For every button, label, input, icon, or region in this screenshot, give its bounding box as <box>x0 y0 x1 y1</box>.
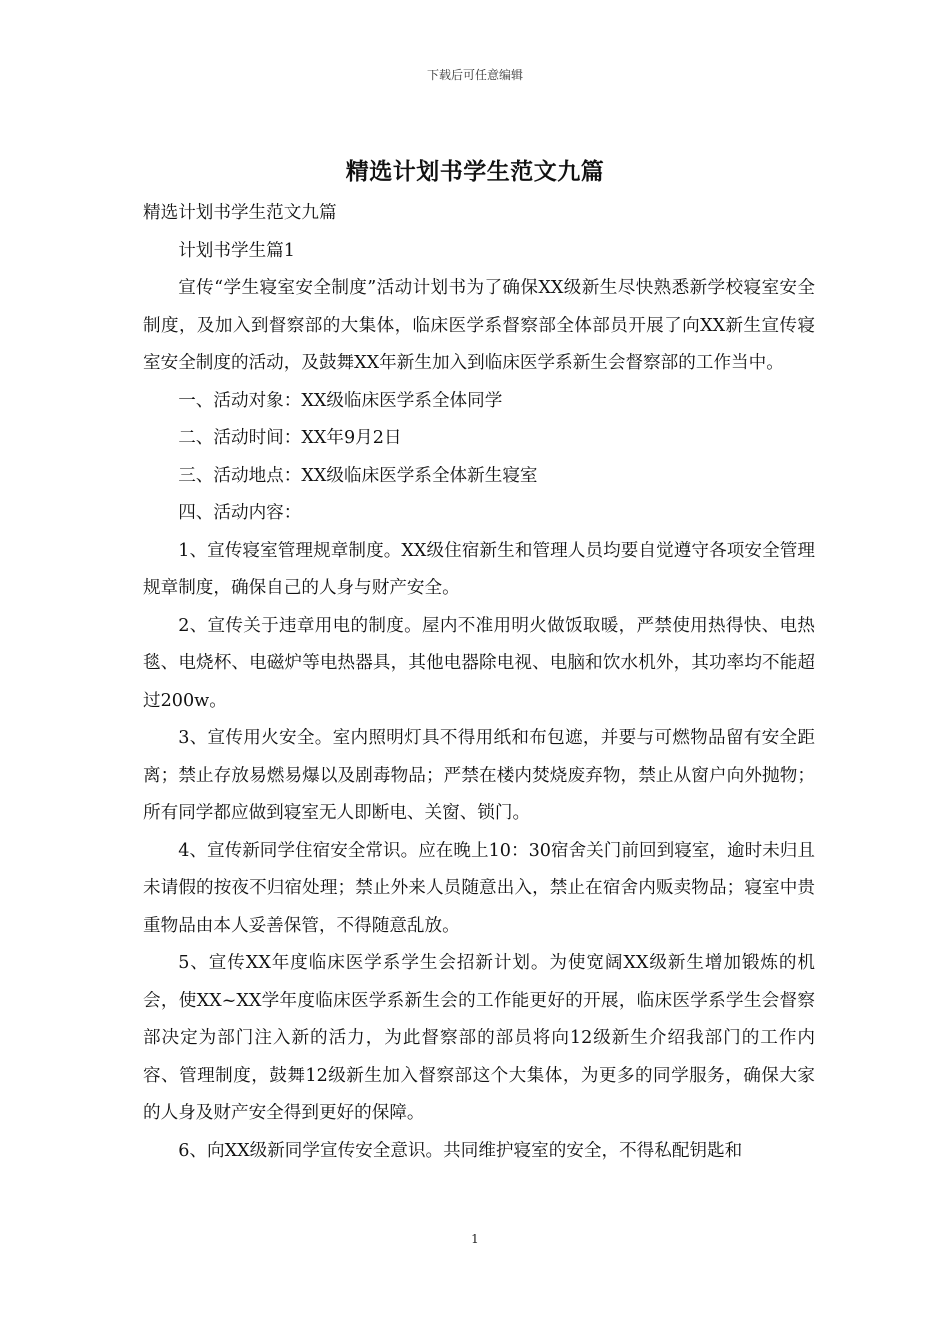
document-body <box>143 195 815 1170</box>
activity-target: 一、活动对象：XX级临床医学系全体同学 <box>178 390 503 411</box>
content-item-4: 4、宣传新同学住宿安全常识。应在晚上10：30宿舍关门前回到寝室，逾时未归且未请假的按夜不归宿处理；禁止外来人员随意出入，禁止在宿舍内贩卖物品；寝室中贵重物品由本人妥善保管，不得随意乱放。 <box>143 840 815 936</box>
document-title: 精选计划书学生范文九篇 <box>345 158 605 185</box>
subtitle-paragraph: 精选计划书学生范文九篇 <box>143 203 337 223</box>
content-item-3: 3、宣传用火安全。室内照明灯具不得用纸和布包遮，并要与可燃物品留有安全距离；禁止存放易燃易爆以及剧毒物品；严禁在楼内焚烧废弃物，禁止从窗户向外抛物；所有同学都应做到寝室无人即断电、关窗、锁门。 <box>143 728 815 823</box>
content-item-2: 2、宣传关于违章用电的制度。屋内不准用明火做饭取暖，严禁使用热得快、电热毯、电烧杯、电磁炉等电热器具，其他电器除电视、电脑和饮水机外，其功率均不能超过200w。 <box>143 615 815 711</box>
header-note: 下载后可任意编辑 <box>426 68 523 82</box>
content-item-1: 1、宣传寝室管理规章制度。XX级住宿新生和管理人员均要自觉遵守各项安全管理规章制度，确保自己的人身与财产安全。 <box>143 540 815 598</box>
section-heading: 计划书学生篇1 <box>178 240 295 261</box>
activity-location: 三、活动地点：XX级临床医学系全体新生寝室 <box>178 465 538 486</box>
intro-paragraph: 宣传“学生寝室安全制度”活动计划书为了确保XX级新生尽快熟悉新学校寝室安全制度，及加入到督察部的大集体，临床医学系督察部全体部员开展了向XX新生宣传寝室安全制度的活动，及鼓舞XX年新生加入到临床医学系新生会督察部的工作当中。 <box>143 278 815 373</box>
content-item-5: 5、宣传XX年度临床医学系学生会招新计划。为使宽阔XX级新生增加锻炼的机会，使XX~XX学年度临床医学系新生会的工作能更好的开展，临床医学系学生会督察部决定为部门注入新的活力，为此督察部的部员将向12级新生介绍我部门的工作内容、管理制度，鼓舞12级新生加入督察部这个大集体，为更多的同学服务，确保大家的人身及财产安全得到更好的保障。 <box>143 953 815 1123</box>
page-number: 1 <box>471 1232 479 1246</box>
activity-time: 二、活动时间：XX年9月2日 <box>178 428 402 448</box>
activity-content-heading: 四、活动内容： <box>178 503 302 523</box>
content-item-6: 6、向XX级新同学宣传安全意识。共同维护寝室的安全，不得私配钥匙和 <box>178 1140 743 1161</box>
